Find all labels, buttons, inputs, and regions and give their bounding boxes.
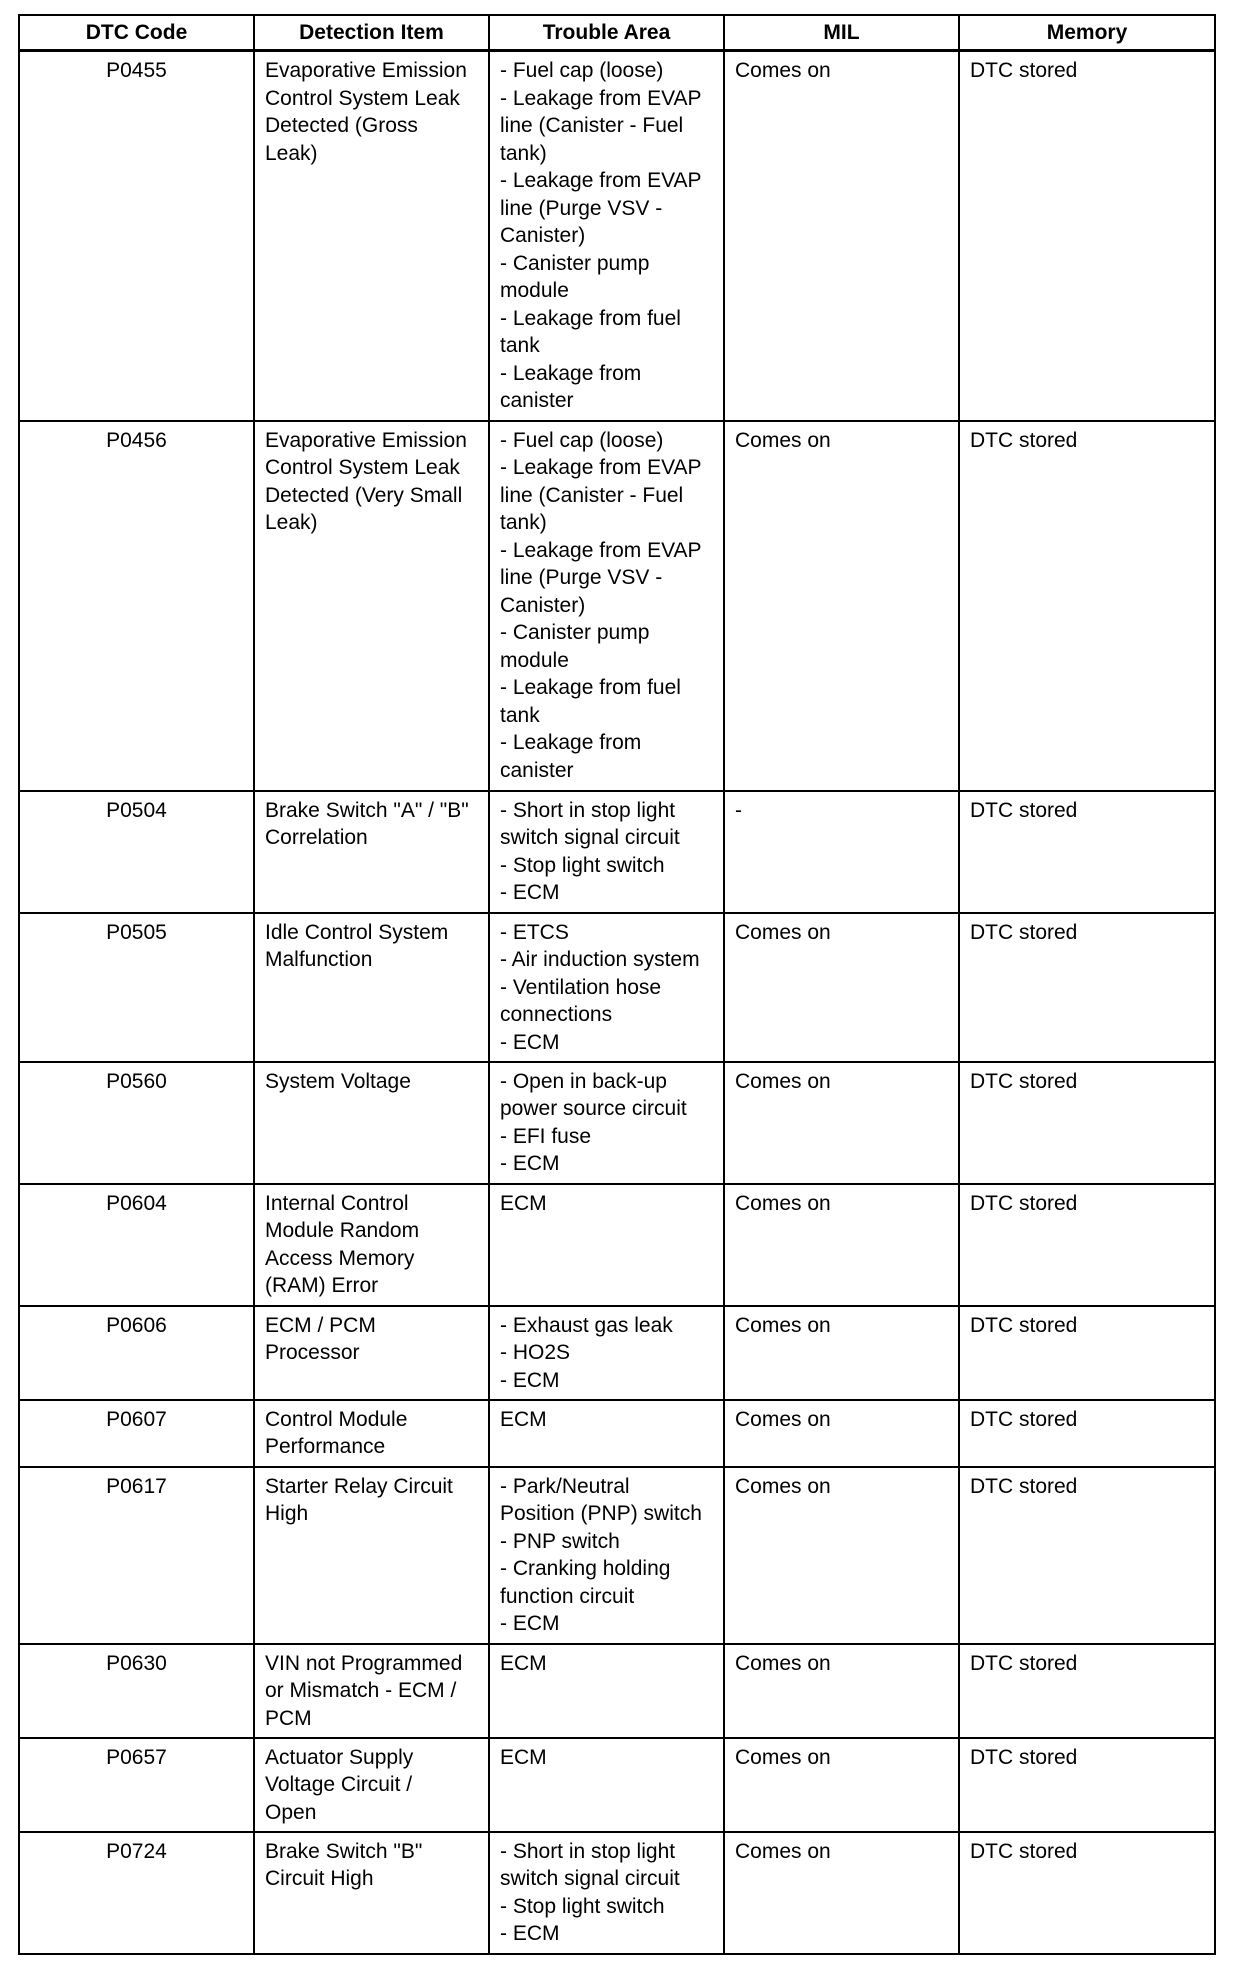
trouble-area-line: - Exhaust gas leak: [500, 1313, 673, 1337]
dtc-code-cell: P0606: [19, 1306, 254, 1400]
header-mil: MIL: [724, 15, 959, 51]
trouble-area-line: - ECM: [500, 1922, 560, 1945]
trouble-area-line: - Stop light switch: [500, 1894, 665, 1918]
dtc-table: [18, 14, 1216, 1955]
trouble-area-line: - Cranking holding: [500, 1557, 671, 1580]
detection-item-cell: [254, 1184, 489, 1306]
header-detection-item: Detection Item: [254, 15, 489, 51]
trouble-area-line: canister: [500, 758, 574, 782]
detection-item-line: Detected (Very Small: [265, 483, 463, 507]
detection-item-line: Starter Relay Circuit: [265, 1474, 453, 1498]
detection-item-cell: [254, 791, 489, 913]
detection-item-line: ECM / PCM: [265, 1313, 376, 1337]
trouble-area-line: - ECM: [500, 1152, 560, 1175]
trouble-area-line: - ECM: [500, 1368, 560, 1392]
dtc-code-cell: P0630: [19, 1644, 254, 1738]
trouble-area-line: - Short in stop light: [500, 798, 676, 822]
trouble-area-line: Canister): [500, 593, 586, 617]
detection-item-line: System Voltage: [265, 1069, 411, 1093]
dtc-code-cell: P0560: [19, 1062, 254, 1184]
trouble-area-cell: [489, 1738, 724, 1832]
memory-cell: DTC stored: [959, 1400, 1215, 1467]
mil-cell: Comes on: [724, 1184, 959, 1306]
detection-item-line: Brake Switch "B": [265, 1839, 423, 1863]
trouble-area-cell: [489, 51, 724, 421]
trouble-area-line: - Air induction system: [500, 948, 700, 971]
trouble-area-line: line (Canister - Fuel: [500, 114, 684, 137]
detection-item-line: Leak): [265, 511, 318, 534]
trouble-area-line: ECM: [500, 1407, 547, 1431]
trouble-area-cell: [489, 1467, 724, 1644]
trouble-area-line: module: [500, 279, 569, 302]
mil-cell: Comes on: [724, 1306, 959, 1400]
trouble-area-line: switch signal circuit: [500, 1867, 680, 1890]
mil-cell: Comes on: [724, 421, 959, 791]
mil-cell: Comes on: [724, 1738, 959, 1832]
detection-item-line: Actuator Supply: [265, 1745, 414, 1769]
detection-item-cell: [254, 421, 489, 791]
table-row: [19, 421, 1215, 791]
trouble-area-cell: [489, 791, 724, 913]
trouble-area-line: - Leakage from EVAP: [500, 538, 702, 562]
detection-item-line: Control System Leak: [265, 86, 460, 110]
trouble-area-line: - Leakage from: [500, 361, 642, 385]
detection-item-line: Control Module: [265, 1407, 408, 1431]
trouble-area-line: - Open in back-up: [500, 1069, 667, 1093]
detection-item-line: Module Random: [265, 1219, 420, 1242]
trouble-area-line: - ETCS: [500, 920, 569, 944]
trouble-area-line: - ECM: [500, 881, 560, 904]
trouble-area-line: ECM: [500, 1191, 547, 1215]
detection-item-line: PCM: [265, 1706, 312, 1730]
trouble-area-line: - Canister pump: [500, 251, 650, 275]
detection-item-cell: [254, 1467, 489, 1644]
header-trouble-area: Trouble Area: [489, 15, 724, 51]
table-row: [19, 1832, 1215, 1954]
trouble-area-line: ECM: [500, 1651, 547, 1675]
trouble-area-cell: [489, 421, 724, 791]
detection-item-line: Open: [265, 1800, 317, 1824]
trouble-area-line: line (Purge VSV -: [500, 566, 663, 589]
detection-item-line: (RAM) Error: [265, 1274, 379, 1297]
trouble-area-line: - ECM: [500, 1612, 560, 1635]
trouble-area-cell: [489, 913, 724, 1062]
trouble-area-line: - Fuel cap (loose): [500, 59, 664, 82]
detection-item-line: or Mismatch - ECM /: [265, 1679, 457, 1702]
table-body: [19, 51, 1215, 1954]
detection-item-line: Access Memory: [265, 1246, 415, 1270]
detection-item-line: Control System Leak: [265, 456, 460, 479]
detection-item-cell: [254, 51, 489, 421]
mil-cell: Comes on: [724, 1644, 959, 1738]
table-row: [19, 1738, 1215, 1832]
trouble-area-cell: [489, 1644, 724, 1738]
trouble-area-line: line (Canister - Fuel: [500, 483, 684, 507]
detection-item-line: Leak): [265, 141, 318, 165]
trouble-area-cell: [489, 1184, 724, 1306]
detection-item-line: Circuit High: [265, 1867, 374, 1890]
trouble-area-line: - EFI fuse: [500, 1124, 592, 1148]
detection-item-line: Performance: [265, 1435, 386, 1458]
trouble-area-line: canister: [500, 389, 574, 412]
trouble-area-line: - Short in stop light: [500, 1839, 676, 1863]
trouble-area-line: function circuit: [500, 1584, 635, 1608]
detection-item-line: Processor: [265, 1341, 360, 1364]
table-row: [19, 1400, 1215, 1467]
detection-item-line: Malfunction: [265, 948, 373, 971]
mil-cell: Comes on: [724, 1400, 959, 1467]
detection-item-line: Detected (Gross: [265, 114, 418, 137]
dtc-code-cell: P0657: [19, 1738, 254, 1832]
mil-cell: Comes on: [724, 1467, 959, 1644]
table-row: [19, 913, 1215, 1062]
table-row: [19, 1644, 1215, 1738]
memory-cell: DTC stored: [959, 1306, 1215, 1400]
detection-item-line: Idle Control System: [265, 920, 449, 944]
memory-cell: DTC stored: [959, 51, 1215, 421]
table-row: [19, 1184, 1215, 1306]
trouble-area-line: ECM: [500, 1745, 547, 1769]
trouble-area-line: - Ventilation hose: [500, 975, 662, 999]
mil-cell: Comes on: [724, 51, 959, 421]
trouble-area-line: - ECM: [500, 1030, 560, 1054]
detection-item-line: Evaporative Emission: [265, 428, 467, 452]
header-row: [19, 15, 1215, 51]
header-dtc-code: DTC Code: [19, 15, 254, 51]
trouble-area-line: - Canister pump: [500, 621, 650, 644]
mil-cell: Comes on: [724, 1062, 959, 1184]
trouble-area-cell: [489, 1062, 724, 1184]
mil-cell: Comes on: [724, 913, 959, 1062]
trouble-area-line: - Leakage from EVAP: [500, 169, 702, 192]
trouble-area-line: - Leakage from EVAP: [500, 86, 702, 110]
memory-cell: DTC stored: [959, 421, 1215, 791]
trouble-area-line: - Leakage from: [500, 731, 642, 754]
trouble-area-line: Canister): [500, 224, 586, 247]
memory-cell: DTC stored: [959, 1184, 1215, 1306]
trouble-area-line: - PNP switch: [500, 1529, 620, 1553]
trouble-area-cell: [489, 1400, 724, 1467]
table-row: [19, 51, 1215, 421]
trouble-area-line: - Stop light switch: [500, 853, 665, 877]
detection-item-cell: [254, 1738, 489, 1832]
trouble-area-line: - Park/Neutral: [500, 1474, 630, 1498]
table-row: [19, 791, 1215, 913]
trouble-area-line: tank): [500, 511, 547, 534]
dtc-code-cell: P0504: [19, 791, 254, 913]
mil-cell: -: [724, 791, 959, 913]
trouble-area-line: - Fuel cap (loose): [500, 428, 664, 452]
memory-cell: DTC stored: [959, 1062, 1215, 1184]
dtc-code-cell: P0455: [19, 51, 254, 421]
detection-item-line: Internal Control: [265, 1191, 409, 1215]
detection-item-line: Evaporative Emission: [265, 59, 467, 82]
memory-cell: DTC stored: [959, 1832, 1215, 1954]
detection-item-cell: [254, 913, 489, 1062]
trouble-area-line: power source circuit: [500, 1097, 687, 1120]
detection-item-line: Voltage Circuit /: [265, 1773, 413, 1796]
table-row: [19, 1467, 1215, 1644]
table-row: [19, 1306, 1215, 1400]
dtc-code-cell: P0604: [19, 1184, 254, 1306]
trouble-area-line: - HO2S: [500, 1341, 571, 1364]
detection-item-cell: [254, 1832, 489, 1954]
memory-cell: DTC stored: [959, 1738, 1215, 1832]
memory-cell: DTC stored: [959, 913, 1215, 1062]
dtc-document: [18, 14, 1216, 1955]
detection-item-cell: [254, 1644, 489, 1738]
detection-item-cell: [254, 1306, 489, 1400]
table-row: [19, 1062, 1215, 1184]
dtc-code-cell: P0456: [19, 421, 254, 791]
detection-item-line: Correlation: [265, 826, 368, 849]
trouble-area-line: - Leakage from EVAP: [500, 456, 702, 479]
dtc-code-cell: P0724: [19, 1832, 254, 1954]
trouble-area-line: - Leakage from fuel: [500, 676, 681, 699]
trouble-area-line: - Leakage from fuel: [500, 306, 681, 330]
detection-item-line: Brake Switch "A" / "B": [265, 798, 469, 822]
dtc-code-cell: P0617: [19, 1467, 254, 1644]
trouble-area-cell: [489, 1832, 724, 1954]
detection-item-line: High: [265, 1502, 309, 1525]
detection-item-line: VIN not Programmed: [265, 1651, 463, 1675]
detection-item-cell: [254, 1400, 489, 1467]
detection-item-cell: [254, 1062, 489, 1184]
memory-cell: DTC stored: [959, 1467, 1215, 1644]
trouble-area-line: Position (PNP) switch: [500, 1502, 702, 1525]
trouble-area-line: switch signal circuit: [500, 826, 680, 849]
header-memory: Memory: [959, 15, 1215, 51]
trouble-area-line: connections: [500, 1003, 613, 1026]
memory-cell: DTC stored: [959, 1644, 1215, 1738]
trouble-area-line: module: [500, 648, 569, 672]
dtc-code-cell: P0607: [19, 1400, 254, 1467]
memory-cell: DTC stored: [959, 791, 1215, 913]
trouble-area-line: tank: [500, 703, 540, 727]
dtc-code-cell: P0505: [19, 913, 254, 1062]
trouble-area-line: tank): [500, 141, 547, 165]
mil-cell: Comes on: [724, 1832, 959, 1954]
trouble-area-line: tank: [500, 334, 540, 357]
trouble-area-line: line (Purge VSV -: [500, 196, 663, 220]
trouble-area-cell: [489, 1306, 724, 1400]
